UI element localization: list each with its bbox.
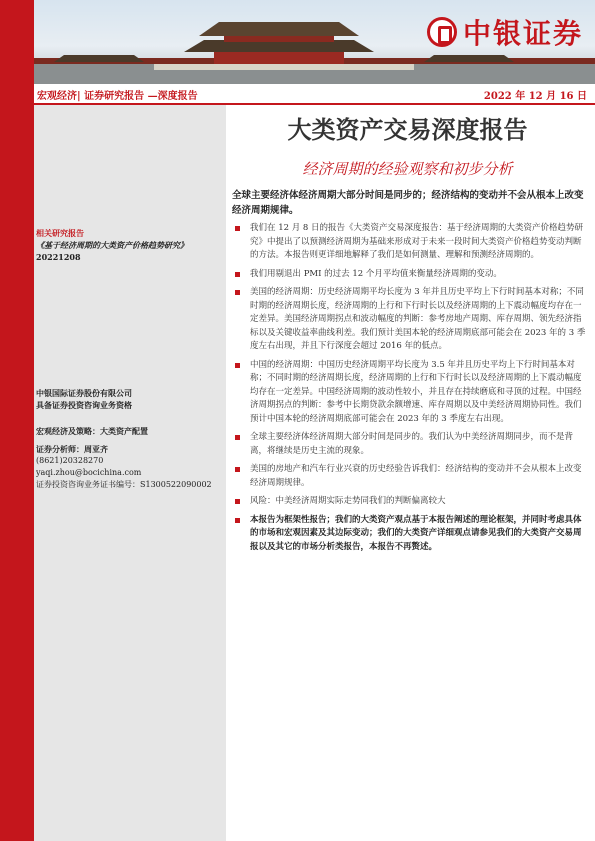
brand-logo bbox=[427, 12, 583, 52]
strategy-label: 宏观经济及策略：大类资产配置 bbox=[36, 426, 148, 436]
report-category: 宏观经济| 证券研究报告 —深度报告 bbox=[37, 91, 198, 102]
analyst-name: 证券分析师：周亚齐 bbox=[36, 444, 108, 454]
related-title: 相关研究报告 bbox=[36, 228, 84, 238]
left-red-bar bbox=[0, 0, 34, 841]
firm-name: 中银国际证券股份有限公司 bbox=[36, 388, 132, 398]
list-item: 风险：中美经济周期实际走势同我们的判断偏离较大 bbox=[232, 495, 587, 509]
analyst-info bbox=[36, 425, 212, 491]
report-date: 2022 年 12 月 16 日 bbox=[483, 91, 587, 102]
related-item[interactable]: 《基于经济周期的大类资产价格趋势研究》 bbox=[36, 240, 188, 250]
list-item: 我们在 12 月 8 日的报告《大类资产交易深度报告：基于经济周期的大类资产价格趋势研究》中提出了以预测经济周期为基础来形成对于未来一段时间大类资产价格趋势变动判断的方法。本报告则更详细地解释了我们是如何测量、理解和预测经济周期的。 bbox=[232, 222, 587, 263]
firm-qualification: 具备证券投资咨询业务资格 bbox=[36, 400, 132, 410]
analyst-cert: 证券投资咨询业务证书编号：S1300522090002 bbox=[36, 480, 212, 489]
related-reports bbox=[36, 227, 188, 263]
analyst-phone: (8621)20328270 bbox=[36, 456, 104, 465]
intro-summary: 全球主要经济体经济周期大部分时间是同步的；经济结构的变动并不会从根本上改变经济周期规律。 bbox=[232, 190, 584, 216]
logo-text: 中银证券 bbox=[462, 17, 583, 50]
list-item: 我们用剔退出 PMI 的过去 12 个月平均值来衡量经济周期的变动。 bbox=[232, 268, 587, 282]
header-banner bbox=[34, 0, 595, 84]
list-item: 本报告为框架性报告；我们的大类资产观点基于本报告阐述的理论框架，并同时考虑具体的市场和宏观因素及其边际变动；我们的大类资产详细观点请参见我们的大类资产交易周报以及其它的市场分析类报告，本报告不再赘述。 bbox=[232, 514, 587, 555]
firm-info bbox=[36, 387, 132, 411]
bank-logo-icon bbox=[427, 17, 457, 47]
report-header-row bbox=[34, 84, 595, 105]
list-item: 中国的经济周期：中国历史经济周期平均长度为 3.5 年并且历史平均上下行时间基本对称；不同时期的经济周期长度，经济周期的上行和下行时长以及经济周期的上下震动幅度均存在一定差异。中国经济周期的波动性较小，并且存在持续磨底和寻顶的过程。中国经济周期拐点的判断：参考中长期贷款余额增速、库存周期以及中美经济周期协同性。我们预计中国本轮的经济周期底部可能会在 2023 年的 3 季度左右出现。 bbox=[232, 359, 587, 427]
list-item: 美国的经济周期：历史经济周期平均长度为 3 年并且历史平均上下行时间基本对称；不同时期的经济周期长度，经济周期的上行和下行时长以及经济周期的上下震动幅度均存在一定差异。美国经济周期拐点和波动幅度的判断：参考房地产周期、库存周期、领先经济指标以及关键收益率曲线利差。我们预计美国本轮的经济周期底部可能会在 2023 年的 3 季度左右出现，并且下行深度会超过 2016 年的低点。 bbox=[232, 286, 587, 354]
related-date: 20221208 bbox=[36, 252, 81, 262]
list-item: 全球主要经济体经济周期大部分时间是同步的。我们认为中美经济周期同步，而不是背离，将继续是历史主流的现象。 bbox=[232, 431, 587, 458]
analyst-email[interactable]: yaqi.zhou@bocichina.com bbox=[36, 468, 142, 477]
key-points-list bbox=[232, 222, 587, 559]
sidebar bbox=[34, 105, 226, 841]
report-subtitle: 经济周期的经验观察和初步分析 bbox=[302, 160, 513, 178]
report-title: 大类资产交易深度报告 bbox=[287, 116, 528, 144]
list-item: 美国的房地产和汽车行业兴衰的历史经验告诉我们：经济结构的变动并不会从根本上改变经济周期规律。 bbox=[232, 463, 587, 490]
